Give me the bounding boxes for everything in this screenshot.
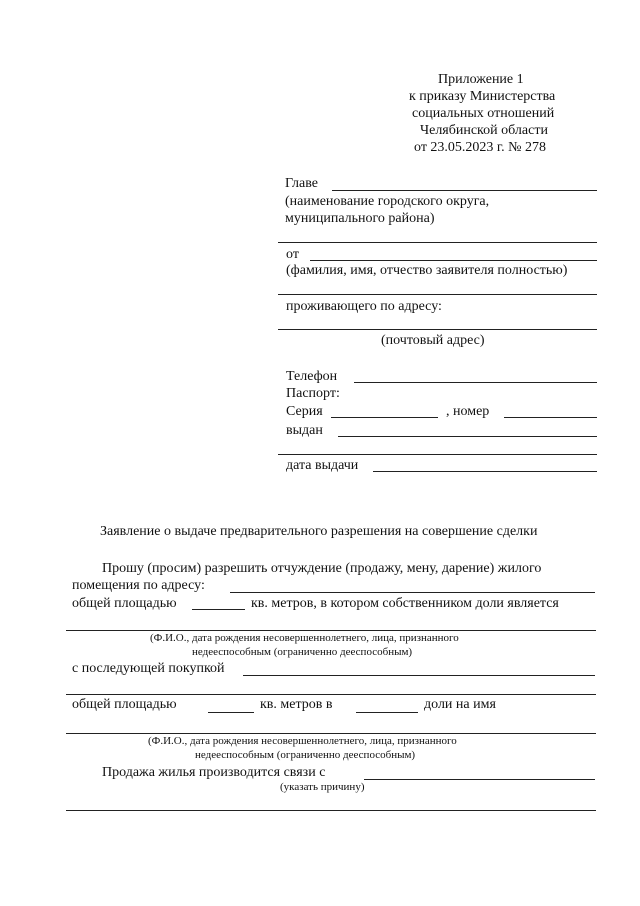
address-line (278, 329, 597, 330)
passport-label: Паспорт: (286, 386, 340, 401)
reason-hint: (указать причину) (280, 781, 365, 793)
ministry-name: социальных отношений (412, 106, 555, 121)
issue-date-label: дата выдачи (286, 458, 359, 473)
glave-hint-1: (наименование городского округа, (285, 194, 490, 209)
area2-label: общей площадью (72, 697, 177, 712)
share-field-line (356, 712, 418, 713)
issued-field-line (338, 436, 597, 437)
request-line-1: Прошу (просим) разрешить отчуждение (продажу, мену, дарение) жилого (102, 561, 542, 576)
glave-hint-2: муниципального района) (285, 211, 435, 226)
property-address-line (230, 592, 595, 593)
phone-field-line (354, 382, 597, 383)
issued-label: выдан (286, 423, 323, 438)
purchase-field-line (243, 675, 595, 676)
beneficiary-hint-1: (Ф.И.О., дата рождения несовершеннолетнего, лица, признанного (148, 735, 457, 747)
area2-suffix: доли на имя (424, 697, 496, 712)
glave-field-line (332, 190, 597, 191)
glave-extra-line (278, 242, 597, 243)
sale-reason-label: Продажа жилья производится связи с (102, 765, 326, 780)
region-name: Челябинской области (420, 123, 548, 138)
area2-mid: кв. метров в (260, 697, 333, 712)
area-label: общей площадью (72, 596, 177, 611)
number-field-line (504, 417, 597, 418)
purchase-label: с последующей покупкой (72, 661, 225, 676)
beneficiary-field-line (66, 733, 596, 734)
reason-field-line (364, 779, 595, 780)
issued-extra-line (278, 454, 597, 455)
order-date: от 23.05.2023 г. № 278 (414, 140, 546, 155)
from-hint: (фамилия, имя, отчество заявителя полностью) (286, 263, 568, 278)
issue-date-field-line (373, 471, 597, 472)
order-reference: к приказу Министерства (409, 89, 556, 104)
request-line-2: помещения по адресу: (72, 578, 205, 593)
area2-field-line (208, 712, 254, 713)
residing-label: проживающего по адресу: (286, 299, 442, 314)
owner-hint-2: недееспособным (ограниченно дееспособным) (192, 646, 413, 658)
postal-hint: (почтовый адрес) (381, 333, 485, 348)
from-field-line (310, 260, 597, 261)
series-label: Серия (286, 404, 323, 419)
number-label: , номер (446, 404, 490, 419)
area-suffix: кв. метров, в котором собственником доли является (251, 596, 559, 611)
owner-field-line (66, 630, 596, 631)
purchase-extra-line (66, 694, 596, 695)
reason-extra-line (66, 810, 596, 811)
from-label: от (286, 247, 299, 262)
phone-label: Телефон (286, 369, 338, 384)
owner-hint-1: (Ф.И.О., дата рождения несовершеннолетнего, лица, признанного (150, 632, 459, 644)
from-extra-line (278, 294, 597, 295)
area-field-line (192, 609, 245, 610)
beneficiary-hint-2: недееспособным (ограниченно дееспособным) (195, 749, 416, 761)
appendix-number: Приложение 1 (438, 72, 524, 87)
addressee-glave-label: Главе (285, 176, 318, 191)
document-title: Заявление о выдаче предварительного разрешения на совершение сделки (100, 524, 538, 539)
series-field-line (331, 417, 438, 418)
